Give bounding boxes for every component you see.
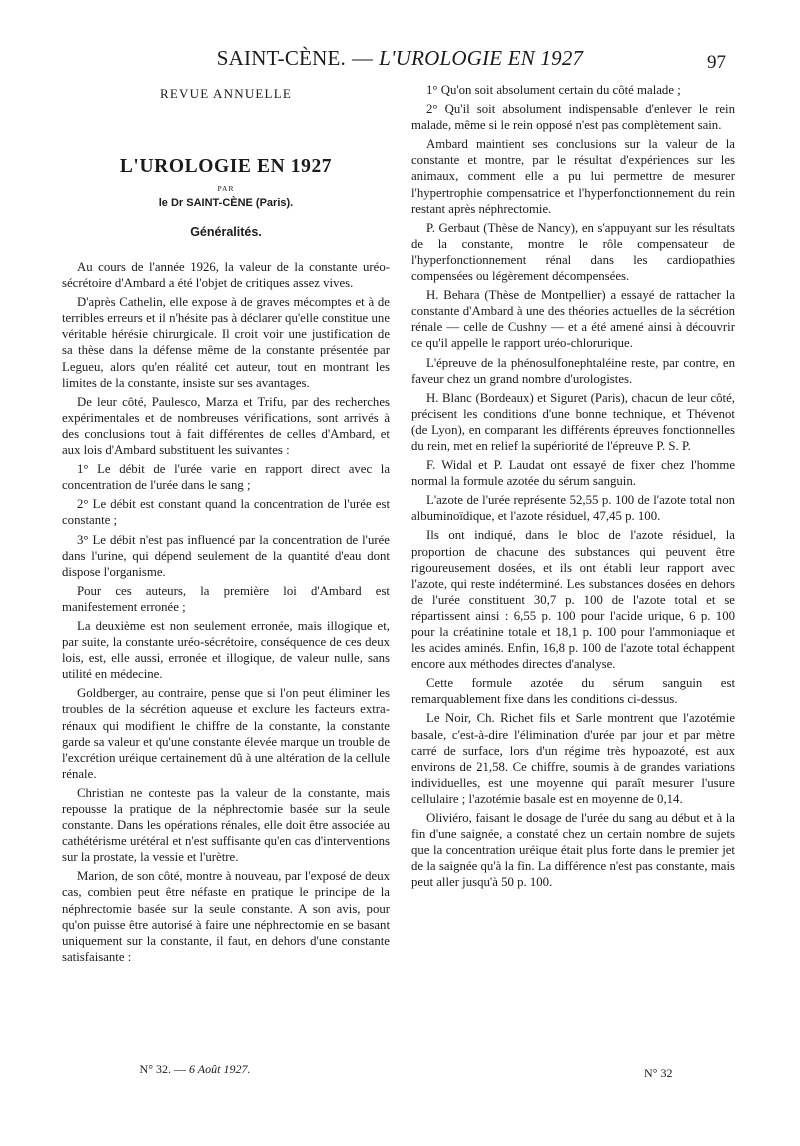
- paragraph: H. Behara (Thèse de Montpellier) a essayé de rattacher la constante d'Ambard à une des théories actuelles de la sécrétion rénale — celle de Cushny — et a été amené ainsi à découvrir ce qu'il appelle le rapport uréo-chlorurique.: [411, 288, 735, 351]
- byline: le Dr SAINT-CÈNE (Paris).: [158, 197, 294, 209]
- paragraph: Goldberger, au contraire, pense que si l'on peut éliminer les troubles de la sécrétion aqueuse et exclure les facteurs extra-rénaux qui modifient le chiffre de la constante, la constante garde sa valeur et qu'une constante élevée marque un trouble de l'excrétion uréique certainement dû à une altération de la cellule rénale.: [62, 686, 390, 781]
- issue-number-right: N° 32: [644, 1066, 673, 1080]
- running-title-separator: —: [351, 46, 374, 70]
- paragraph: Au cours de l'année 1926, la valeur de la constante uréo-sécrétoire d'Ambard a été l'objet de critiques assez vives.: [62, 260, 390, 291]
- paragraph: Ils ont indiqué, dans le bloc de l'azote résiduel, la proportion de chacune des substances qui peuvent être rigoureusement dosées, et ils ont établi leur rapport avec l'azote, qui reste indéterminé. Les substances dosées en dehors de l'urée constituent 30,7 p. 100 de l'azote total et se répartissent ainsi : 6,55 p. 100 pour l'acide urique, 6 p. 100 pour la créatinine totale et 18,1 p. 100 pour l'ammoniaque et les acides aminés. Enfin, 16,8 p. 100 de l'azote total échappent encore aux méthodes directes d'analyse.: [411, 528, 735, 672]
- issue-separator: —: [174, 1062, 186, 1076]
- paragraph: Cette formule azotée du sérum sanguin est remarquablement fixe dans les conditions ci-dessus.: [411, 676, 735, 707]
- issue-date: 6 Août 1927.: [189, 1062, 251, 1076]
- section-subhead: Généralités.: [190, 225, 262, 239]
- paragraph: 1° Qu'on soit absolument certain du côté malade ;: [426, 83, 681, 97]
- byline-par: PAR: [217, 184, 235, 193]
- paragraph: 3° Le débit n'est pas influencé par la concentration de l'urée dans l'urine, qui dépend seulement de la quantité d'eau dont dispose l'organisme.: [62, 532, 390, 579]
- paragraph: 2° Qu'il soit absolument indispensable d'enlever le rein malade, même si le rein opposé n'est pas complètement sain.: [411, 102, 735, 133]
- running-title: [0, 46, 800, 71]
- page-number: 97: [707, 52, 726, 73]
- right-column: [411, 82, 735, 894]
- paragraph: L'azote de l'urée représente 52,55 p. 100 de l'azote total non albuminoïdique, et l'azote résiduel, 47,45 p. 100.: [411, 493, 735, 524]
- paragraph: Marion, de son côté, montre à nouveau, par l'exposé de deux cas, combien peut être néfaste en pratique le principe de la néphrectomie basée sur la seule constante. A son avis, pour qu'on puisse être autorisé à faire une néphrectomie en se basant uniquement sur la constante, il faut, en dehors d'une constante satisfaisante :: [62, 869, 390, 964]
- paragraph: H. Blanc (Bordeaux) et Siguret (Paris), chacun de leur côté, précisent les conditions d'une bonne technique, et Thévenot (de Lyon), en comparant les différents épreuves fonctionnelles du rein, met en relief la supériorité de l'épreuve P. S. P.: [411, 390, 735, 453]
- section-label: REVUE ANNUELLE: [160, 86, 292, 101]
- running-title-author: SAINT-CÈNE.: [216, 46, 346, 70]
- paragraph: Christian ne conteste pas la valeur de la constante, mais repousse la pratique de la néphrectomie basée sur la seule constante. Dans les opérations rénales, elle doit être associée au cathétérisme urétéral et n'est suffisante qu'en cas d'interventions sur la prostate, la vessie et l'urètre.: [62, 785, 390, 865]
- paragraph: 2° Le débit est constant quand la concentration de l'urée est constante ;: [62, 497, 390, 528]
- left-column: [62, 82, 390, 968]
- running-title-topic: L'UROLOGIE EN 1927: [379, 46, 584, 70]
- paragraph: La deuxième est non seulement erronée, mais illogique et, par suite, la constante uréo-sécrétoire, conséquence de ces deux lois, est, elle aussi, erronée et illogique, de valeur nulle, sans utilité en médecine.: [62, 618, 390, 682]
- issue-number: N° 32.: [139, 1062, 171, 1076]
- paragraph: P. Gerbaut (Thèse de Nancy), en s'appuyant sur les résultats de la constante, montre le rôle compensateur de l'hyperfonctionnement rénal dans les cardiopathies compensées ou légèrement décompensées.: [411, 220, 735, 284]
- paragraph: F. Widal et P. Laudat ont essayé de fixer chez l'homme normal la formule azotée du sérum sanguin.: [411, 458, 735, 489]
- paragraph: 1° Le débit de l'urée varie en rapport direct avec la concentration de l'urée dans le sang ;: [62, 462, 390, 493]
- article-title: L'UROLOGIE EN 1927: [119, 156, 333, 177]
- running-header: [0, 40, 800, 80]
- paragraph: D'après Cathelin, elle expose à de graves mécomptes et à de terribles erreurs et il n'hésite pas à déclarer qu'elle constitue une véritable hérésie chirurgicale. Il croit voir une justification de sa thèse dans la défense même de la constante présentée par Legueu, alors qu'en réalité cet auteur, tout en montrant les limites de la constante, insiste sur ses avantages.: [62, 295, 390, 390]
- paragraph: De leur côté, Paulesco, Marza et Trifu, par des recherches expérimentales et de nombreuses vérifications, sont arrivés à des conclusions tout à fait différentes de celles d'Ambard, et aux lois d'Ambard substituent les suivantes :: [62, 394, 390, 458]
- paragraph: L'épreuve de la phénosulfonephtaléine reste, par contre, en faveur chez un grand nombre d'urologistes.: [411, 355, 735, 386]
- paragraph: Ambard maintient ses conclusions sur la valeur de la constante et montre, par le résultat d'expériences sur les animaux, comment elle a pu lui permettre de mesurer l'hypertrophie compensatrice et l'hyperfonctionnement du rein restant après néphrectomie.: [411, 137, 735, 216]
- paragraph: Pour ces auteurs, la première loi d'Ambard est manifestement erronée ;: [62, 583, 390, 614]
- paragraph: Le Noir, Ch. Richet fils et Sarle montrent que l'azotémie basale, c'est-à-dire l'élimination d'urée par jour et par mètre carré de surface, lors d'un régime très hypoazoté, est aux environs de 21,58. Ce chiffre, soumis à de grandes variations individuelles, est une moyenne qui paraît mesurer l'usure cellulaire ; l'azotémie basale est en moyenne de 0,14.: [411, 711, 735, 806]
- issue-footer: [0, 1062, 390, 1077]
- paragraph: Oliviéro, faisant le dosage de l'urée du sang au début et à la fin d'une saignée, a constaté chez un certain nombre de sujets que la concentration uréique était plus forte dans le premier jet de la saignée qu'à la fin. La différence n'est pas constante, mais peut aller jusqu'à 50 p. 100.: [411, 811, 735, 890]
